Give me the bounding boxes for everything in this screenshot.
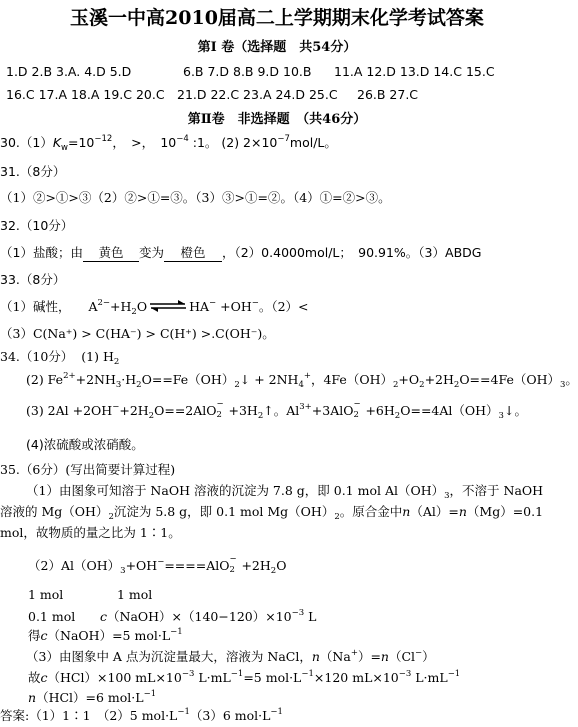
- q35-mol-2: 1 mol: [117, 587, 153, 602]
- q31-heading: 31.（8分）: [0, 164, 66, 179]
- q32-heading: 32.（10分）: [0, 218, 74, 233]
- blank-1: 黄色: [83, 245, 139, 262]
- q34-answer-4: (4)浓硫酸或浓硝酸。: [26, 437, 144, 452]
- q35-para1-line2: 溶液的 $Mg(OH)_2$沉淀为 5.8 g，即 0.1 mol $Mg(OH)_2$。原合金中n（Al）=n（Mg）=0.1: [0, 504, 544, 522]
- part1-heading: 第Ⅰ 卷（选择题 共54分）: [197, 40, 357, 55]
- q34-answer-2: (2) $Fe^{2+}+2NH_3\cdot H_2O==Fe(OH)_2↓ + 2NH_4^+$，$4Fe(OH)_2+O_2+2H_2O==4Fe(OH)_3$。: [26, 371, 578, 390]
- q32-answer: （1）盐酸；由 黄色 变为 橙色 ，（2）0.4000mol/L； 90.91%。（3）ABDG: [0, 245, 482, 260]
- q33-heading: 33.（8分）: [0, 272, 66, 287]
- q34-answer-1: 34.（10分） (1) $H_2$: [0, 349, 120, 367]
- q35-para1-line3: mol，故物质的量之比为 1∶1。: [0, 525, 181, 540]
- q35-mol-3: 0.1 mol: [28, 609, 76, 624]
- mc-row2-c: 26.B 27.C: [357, 87, 419, 102]
- q35-mol-1: 1 mol: [28, 587, 64, 602]
- q33-answer-1: （1）碱性， $A^{2-}+H_2O$ HA− +OH−。（2）<: [0, 298, 309, 317]
- mc-row1-b: 6.B 7.D 8.B 9.D 10.B: [183, 64, 312, 79]
- q35-heading: 35.（6分）(写出简要计算过程): [0, 462, 176, 477]
- q35-para3-line2: 故c（HCl）×100 $mL\times 10^{-3}$ $L\cdot mL^{-1}=5$ $mol\cdot L^{-1}\times 120$ $mL\times 10^{-3}$ $L\cdot mL^{-1}$: [28, 669, 461, 685]
- mc-row1-a: 1.D 2.B 3.A. 4.D 5.D: [6, 64, 132, 79]
- mc-row2-a: 16.C 17.A 18.A 19.C 20.C: [6, 87, 165, 102]
- q35-final-answer: 答案:（1）1∶1 （2）5 $mol\cdot L^{-1}(3)6$ $mol\cdot L^{-1}$: [0, 707, 283, 723]
- mc-row1-c: 11.A 12.D 13.D 14.C 15.C: [334, 64, 495, 79]
- q33-answer-2: （3）C(Na⁺) > C(HA⁻) > C(H⁺) >.C(OH⁻)。: [0, 326, 275, 341]
- q35-result-2: 得c（NaOH）=5 $mol\cdot L^{-1}$: [28, 627, 183, 643]
- equilibrium-arrow-icon: [149, 300, 187, 312]
- q35-para3-line1: （3）由图象中 A 点为沉淀量最大，溶液为 NaCl，n（Na+）=n（Cl−）: [26, 648, 435, 664]
- q35-calc: $c(NaOH)\times(140-120)\times 10^{-3}$ L: [100, 608, 317, 624]
- part2-heading: 第Ⅱ卷 非选择题 （共46分）: [187, 112, 367, 127]
- q31-answer: （1）②>①>③（2）②>①=③。（3）③>①=②。（4）①=②>③。: [0, 190, 391, 205]
- q35-para3-line3: n（HCl）=6 $mol\cdot L^{-1}$: [28, 689, 157, 705]
- q35-para1-line1: （1）由图象可知溶于 NaOH 溶液的沉淀为 7.8 g，即 0.1 mol $Al(OH)_3$，不溶于 NaOH: [26, 483, 544, 501]
- blank-2: 橙色: [164, 245, 222, 262]
- q30-answer: $30.(1)K_w=10^{-12}$， >， $10^{-4}$ :1。 (2) $2\times 10^{-7}mol/L$。: [0, 134, 337, 153]
- mc-row2-b: 21.D 22.C 23.A 24.D 25.C: [177, 87, 338, 102]
- q34-answer-3: (3) $2Al +2OH^-+2H_2O==2AlO$ − 2 $+3H_2↑$。$Al^{3+}+3AlO$ − 2 $+6H_2O==4Al(OH)_3↓$。: [26, 399, 527, 421]
- q35-equation: $(2)Al(OH)_3+OH^-====AlO$ − 2 $+2H_2O$: [28, 554, 287, 576]
- page-title: 玉溪一中高2010届高二上学期期末化学考试答案: [70, 7, 484, 29]
